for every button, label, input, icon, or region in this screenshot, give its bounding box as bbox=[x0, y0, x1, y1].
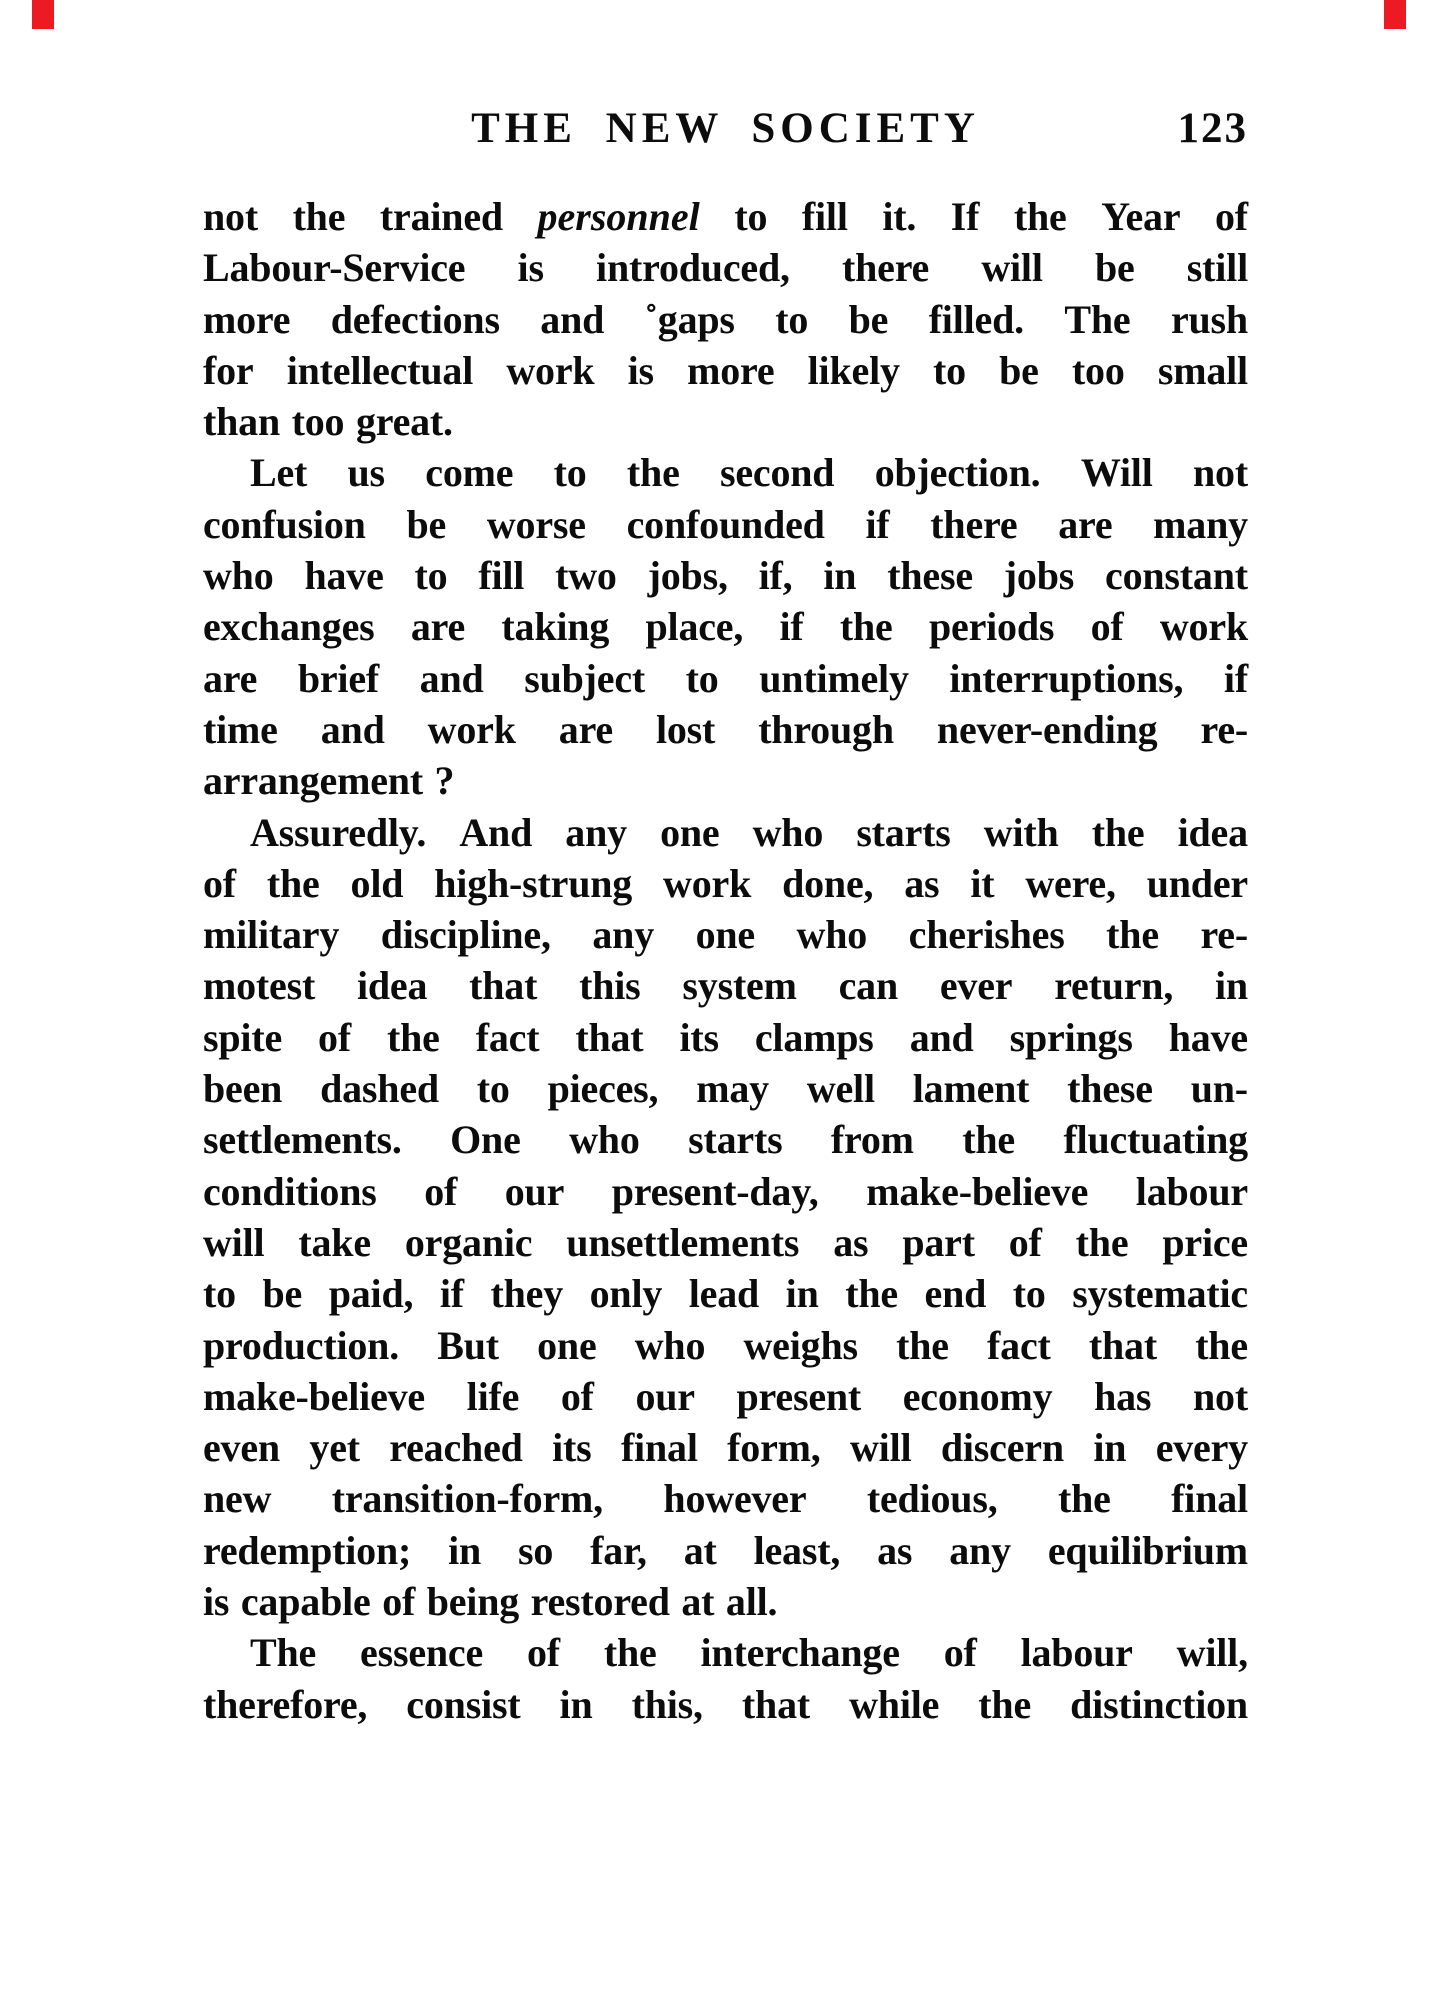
word: idea bbox=[356, 963, 428, 1009]
word: of bbox=[424, 1168, 458, 1214]
word: reached bbox=[389, 1425, 523, 1471]
word: with bbox=[983, 809, 1059, 855]
text-line bbox=[203, 653, 1248, 704]
page-body bbox=[203, 191, 1248, 1730]
word: But bbox=[437, 1322, 499, 1368]
word: in bbox=[1093, 1425, 1127, 1471]
word: is bbox=[203, 1579, 230, 1625]
word: untimely bbox=[759, 655, 909, 701]
word: the bbox=[896, 1322, 949, 1368]
word: still bbox=[1186, 245, 1248, 291]
word: there bbox=[842, 245, 930, 291]
word: than bbox=[203, 399, 281, 445]
word: it. bbox=[882, 194, 917, 239]
word: end bbox=[924, 1271, 987, 1317]
word: Assuredly. bbox=[250, 809, 427, 855]
word: re- bbox=[1200, 912, 1248, 958]
word: trained bbox=[379, 194, 503, 239]
word: lead bbox=[688, 1271, 760, 1317]
text-line bbox=[203, 191, 1248, 242]
word: in bbox=[823, 553, 857, 599]
word: essence bbox=[360, 1630, 484, 1676]
word: it bbox=[970, 860, 995, 906]
word: equilibrium bbox=[1047, 1527, 1248, 1573]
text-line bbox=[203, 1217, 1248, 1268]
text-line bbox=[203, 1063, 1248, 1114]
word: more bbox=[203, 296, 291, 342]
word: too bbox=[1071, 347, 1125, 393]
word: they bbox=[490, 1271, 564, 1317]
word: labour bbox=[1020, 1630, 1133, 1676]
word: restored bbox=[530, 1579, 670, 1625]
word: consist bbox=[406, 1681, 521, 1727]
word: these bbox=[1067, 1066, 1153, 1112]
word: who bbox=[203, 553, 274, 599]
word: The bbox=[1064, 296, 1131, 342]
word: confusion bbox=[203, 501, 366, 547]
word: the bbox=[1195, 1322, 1248, 1368]
word: who bbox=[569, 1117, 640, 1163]
word: any bbox=[592, 912, 654, 958]
text-line bbox=[203, 1679, 1248, 1730]
text-line bbox=[203, 345, 1248, 396]
word: and bbox=[540, 296, 605, 342]
word: will bbox=[203, 1219, 265, 1265]
word: been bbox=[203, 1066, 283, 1112]
word: constant bbox=[1105, 553, 1248, 599]
word: economy bbox=[902, 1373, 1053, 1419]
word: defections bbox=[330, 296, 500, 342]
word: distinction bbox=[1070, 1681, 1248, 1727]
word: yet bbox=[309, 1425, 360, 1471]
text-line bbox=[203, 294, 1248, 345]
word: of bbox=[318, 1014, 351, 1060]
word: settlements. bbox=[203, 1117, 402, 1163]
word: jobs bbox=[1003, 553, 1075, 599]
word: least, bbox=[753, 1527, 841, 1573]
word: the bbox=[626, 450, 680, 496]
word: transition-form, bbox=[331, 1476, 603, 1522]
word: the bbox=[845, 1271, 898, 1317]
word: capable bbox=[240, 1579, 371, 1625]
word: military bbox=[203, 912, 340, 958]
word: of bbox=[1090, 604, 1124, 650]
word: the bbox=[1091, 809, 1145, 855]
word: will bbox=[981, 245, 1043, 291]
word: the bbox=[1075, 1219, 1129, 1265]
word: if bbox=[439, 1271, 464, 1317]
text-line bbox=[203, 601, 1248, 652]
word: the bbox=[386, 1014, 440, 1060]
word: motest bbox=[203, 963, 316, 1009]
word: to bbox=[414, 553, 448, 599]
word: the bbox=[1106, 912, 1159, 958]
word: systematic bbox=[1072, 1271, 1248, 1317]
word: in bbox=[448, 1527, 482, 1573]
word: to bbox=[932, 347, 966, 393]
text-line bbox=[203, 1576, 1248, 1627]
word: any bbox=[565, 809, 627, 855]
word: new bbox=[203, 1476, 272, 1522]
text-line bbox=[203, 396, 1248, 447]
word: may bbox=[696, 1066, 769, 1112]
word: tedious, bbox=[866, 1476, 998, 1522]
word: lament bbox=[912, 1066, 1030, 1112]
word: present-day, bbox=[611, 1168, 819, 1214]
word: And bbox=[459, 809, 533, 855]
word: one bbox=[537, 1322, 597, 1368]
word: far, bbox=[590, 1527, 647, 1573]
word: this, bbox=[631, 1681, 703, 1727]
text-line bbox=[203, 242, 1248, 293]
word: starts bbox=[688, 1117, 783, 1163]
word: one bbox=[660, 809, 720, 855]
word: discipline, bbox=[380, 912, 551, 958]
red-scan-mark-right bbox=[1384, 0, 1406, 29]
word: not bbox=[203, 194, 258, 239]
word: is bbox=[517, 245, 544, 291]
word: so bbox=[518, 1527, 554, 1573]
word: us bbox=[347, 450, 385, 496]
text-line bbox=[203, 1114, 1248, 1165]
word: for bbox=[203, 347, 254, 393]
red-scan-mark-left bbox=[32, 0, 54, 29]
word: in bbox=[785, 1271, 819, 1317]
word: however bbox=[663, 1476, 807, 1522]
word: more bbox=[687, 347, 775, 393]
word: make-believe bbox=[203, 1373, 425, 1419]
word: starts bbox=[856, 809, 951, 855]
text-line bbox=[203, 704, 1248, 755]
word: any bbox=[949, 1527, 1011, 1573]
word: part bbox=[902, 1219, 975, 1265]
word: will bbox=[849, 1425, 912, 1471]
word: periods bbox=[928, 604, 1055, 650]
word: the bbox=[603, 1630, 657, 1676]
word: clamps bbox=[754, 1014, 874, 1060]
word: many bbox=[1153, 501, 1248, 547]
word: time bbox=[203, 706, 278, 752]
word: in bbox=[559, 1681, 593, 1727]
word: idea bbox=[1177, 809, 1248, 855]
word: unsettlements bbox=[566, 1219, 800, 1265]
word: and bbox=[320, 706, 385, 752]
word: are bbox=[410, 604, 466, 650]
word: the bbox=[962, 1117, 1015, 1163]
word: fill bbox=[801, 194, 848, 239]
text-line bbox=[203, 1166, 1248, 1217]
word: weighs bbox=[743, 1322, 858, 1368]
text-line bbox=[203, 550, 1248, 601]
word: second bbox=[719, 450, 835, 496]
text-line bbox=[203, 960, 1248, 1011]
word: subject bbox=[524, 655, 646, 701]
word: has bbox=[1094, 1373, 1152, 1419]
word: come bbox=[425, 450, 514, 496]
word: the bbox=[1057, 1476, 1111, 1522]
word: are bbox=[558, 706, 613, 752]
word: never-ending bbox=[936, 706, 1158, 752]
text-line bbox=[203, 1525, 1248, 1576]
word: dashed bbox=[320, 1066, 439, 1112]
word: be bbox=[999, 347, 1039, 393]
word: final bbox=[1171, 1476, 1248, 1522]
word: the bbox=[266, 860, 320, 906]
word: system bbox=[682, 963, 797, 1009]
word: be bbox=[848, 296, 889, 342]
word: place, bbox=[645, 604, 744, 650]
text-line bbox=[203, 1627, 1248, 1678]
word: conditions bbox=[203, 1168, 377, 1214]
word: even bbox=[203, 1425, 280, 1471]
word: who bbox=[634, 1322, 706, 1368]
word: of bbox=[526, 1630, 560, 1676]
word: Let bbox=[250, 450, 308, 496]
word: ever bbox=[939, 963, 1013, 1009]
word: fill bbox=[478, 553, 525, 599]
word: who bbox=[796, 912, 868, 958]
word: high-strung bbox=[434, 860, 633, 906]
word: likely bbox=[807, 347, 900, 393]
word: while bbox=[849, 1681, 940, 1727]
word: can bbox=[838, 963, 898, 1009]
word: is bbox=[627, 347, 654, 393]
text-line bbox=[203, 755, 1248, 806]
word: arrangement bbox=[203, 758, 423, 804]
word: that bbox=[575, 1014, 644, 1060]
word: not bbox=[1192, 1373, 1248, 1419]
word: only bbox=[589, 1271, 663, 1317]
word: present bbox=[736, 1373, 862, 1419]
word: The bbox=[250, 1630, 317, 1676]
word: two bbox=[555, 553, 617, 599]
word: production. bbox=[203, 1322, 400, 1368]
word: if bbox=[779, 604, 804, 650]
word: are bbox=[203, 655, 258, 701]
word: One bbox=[450, 1117, 521, 1163]
word: organic bbox=[404, 1219, 533, 1265]
word: introduced, bbox=[596, 245, 790, 291]
word: discern bbox=[940, 1425, 1064, 1471]
word: from bbox=[830, 1117, 914, 1163]
word: worse bbox=[486, 501, 586, 547]
word: not bbox=[1192, 450, 1248, 496]
text-line bbox=[203, 1320, 1248, 1371]
word: filled. bbox=[928, 296, 1024, 342]
text-line bbox=[203, 1268, 1248, 1319]
word: re- bbox=[1200, 706, 1248, 752]
word: that bbox=[741, 1681, 811, 1727]
word: therefore, bbox=[203, 1681, 368, 1727]
word: the bbox=[1013, 194, 1067, 239]
word: the bbox=[292, 194, 346, 239]
running-title: THE NEW SOCIETY bbox=[471, 105, 980, 152]
word: its bbox=[679, 1014, 719, 1060]
word: work bbox=[427, 706, 516, 752]
word: of bbox=[382, 1579, 416, 1625]
word: interchange bbox=[700, 1630, 900, 1676]
word: to bbox=[1012, 1271, 1046, 1317]
word: the bbox=[978, 1681, 1032, 1727]
word: work bbox=[1159, 604, 1248, 650]
word: work bbox=[663, 860, 752, 906]
word: fact bbox=[475, 1014, 540, 1060]
word: Year bbox=[1101, 194, 1181, 239]
word: one bbox=[695, 912, 755, 958]
word: well bbox=[806, 1066, 875, 1112]
word: will, bbox=[1176, 1630, 1248, 1676]
word: through bbox=[758, 706, 894, 752]
page-header bbox=[203, 104, 1248, 158]
word: brief bbox=[297, 655, 380, 701]
word: of bbox=[1008, 1219, 1042, 1265]
word: be bbox=[406, 501, 447, 547]
word: have bbox=[1168, 1014, 1248, 1060]
word: spite bbox=[203, 1014, 283, 1060]
text-line bbox=[203, 909, 1248, 960]
word: if bbox=[1223, 655, 1248, 701]
word: life bbox=[466, 1373, 520, 1419]
word: as bbox=[877, 1527, 913, 1573]
word: springs bbox=[1009, 1014, 1133, 1060]
word: jobs, bbox=[647, 553, 728, 599]
word: if, bbox=[758, 553, 793, 599]
word: be bbox=[262, 1271, 303, 1317]
word: as bbox=[833, 1219, 869, 1265]
word: of bbox=[203, 860, 236, 906]
word: our bbox=[504, 1168, 565, 1214]
word: our bbox=[635, 1373, 695, 1419]
word: If bbox=[950, 194, 980, 239]
text-line bbox=[203, 499, 1248, 550]
word: great. bbox=[355, 399, 453, 445]
word: to bbox=[734, 194, 768, 239]
word: under bbox=[1146, 860, 1248, 906]
word: objection. bbox=[874, 450, 1041, 496]
word: at bbox=[683, 1527, 717, 1573]
word: small bbox=[1157, 347, 1248, 393]
word: work bbox=[506, 347, 595, 393]
word: being bbox=[426, 1579, 520, 1625]
word: every bbox=[1155, 1425, 1248, 1471]
word: lost bbox=[655, 706, 716, 752]
word: be bbox=[1094, 245, 1135, 291]
word: labour bbox=[1135, 1168, 1248, 1214]
word: ? bbox=[434, 758, 455, 804]
word: in bbox=[1215, 963, 1248, 1009]
text-line bbox=[203, 1371, 1248, 1422]
word: to bbox=[203, 1271, 236, 1317]
word: exchanges bbox=[203, 604, 375, 650]
word: too bbox=[291, 399, 345, 445]
word: have bbox=[304, 553, 384, 599]
page-number: 123 bbox=[1177, 105, 1248, 152]
word: final bbox=[620, 1425, 698, 1471]
word: make-believe bbox=[866, 1168, 1089, 1214]
word: that bbox=[469, 963, 538, 1009]
word: fluctuating bbox=[1063, 1117, 1248, 1163]
word: confounded bbox=[626, 501, 825, 547]
word: old bbox=[350, 860, 404, 906]
word: and bbox=[419, 655, 484, 701]
word: done, bbox=[782, 860, 874, 906]
word: are bbox=[1058, 501, 1113, 547]
text-line bbox=[203, 807, 1248, 858]
word: intellectual bbox=[286, 347, 474, 393]
word: Will bbox=[1080, 450, 1153, 496]
word: price bbox=[1162, 1219, 1248, 1265]
word: rush bbox=[1170, 296, 1248, 342]
word: return, bbox=[1054, 963, 1174, 1009]
word: were, bbox=[1025, 860, 1116, 906]
word: take bbox=[298, 1219, 371, 1265]
word: at bbox=[681, 1579, 715, 1625]
word: to bbox=[775, 296, 809, 342]
word: its bbox=[552, 1425, 592, 1471]
text-line bbox=[203, 1012, 1248, 1063]
word: pieces, bbox=[547, 1066, 659, 1112]
word: fact bbox=[987, 1322, 1051, 1368]
word: to bbox=[476, 1066, 510, 1112]
word: redemption; bbox=[203, 1527, 412, 1573]
word: who bbox=[752, 809, 824, 855]
word: to bbox=[685, 655, 719, 701]
word: there bbox=[930, 501, 1018, 547]
word: if bbox=[865, 501, 890, 547]
word: interruptions, bbox=[949, 655, 1184, 701]
word: this bbox=[579, 963, 641, 1009]
word: that bbox=[1088, 1322, 1157, 1368]
word: of bbox=[943, 1630, 977, 1676]
word: taking bbox=[501, 604, 610, 650]
word: ˚gaps bbox=[644, 296, 735, 342]
word: personnel bbox=[537, 194, 700, 239]
word: the bbox=[839, 604, 893, 650]
text-line bbox=[203, 447, 1248, 498]
text-line bbox=[203, 1422, 1248, 1473]
word: all. bbox=[725, 1579, 778, 1625]
word: to bbox=[553, 450, 587, 496]
word: paid, bbox=[328, 1271, 414, 1317]
text-line bbox=[203, 858, 1248, 909]
word: un- bbox=[1190, 1066, 1248, 1112]
word: and bbox=[909, 1014, 974, 1060]
word: of bbox=[560, 1373, 594, 1419]
word: as bbox=[904, 860, 940, 906]
word: of bbox=[1214, 194, 1248, 239]
word: cherishes bbox=[908, 912, 1065, 958]
text-line bbox=[203, 1473, 1248, 1524]
word: form, bbox=[727, 1425, 821, 1471]
word: these bbox=[887, 553, 973, 599]
word: Labour-Service bbox=[203, 245, 466, 291]
